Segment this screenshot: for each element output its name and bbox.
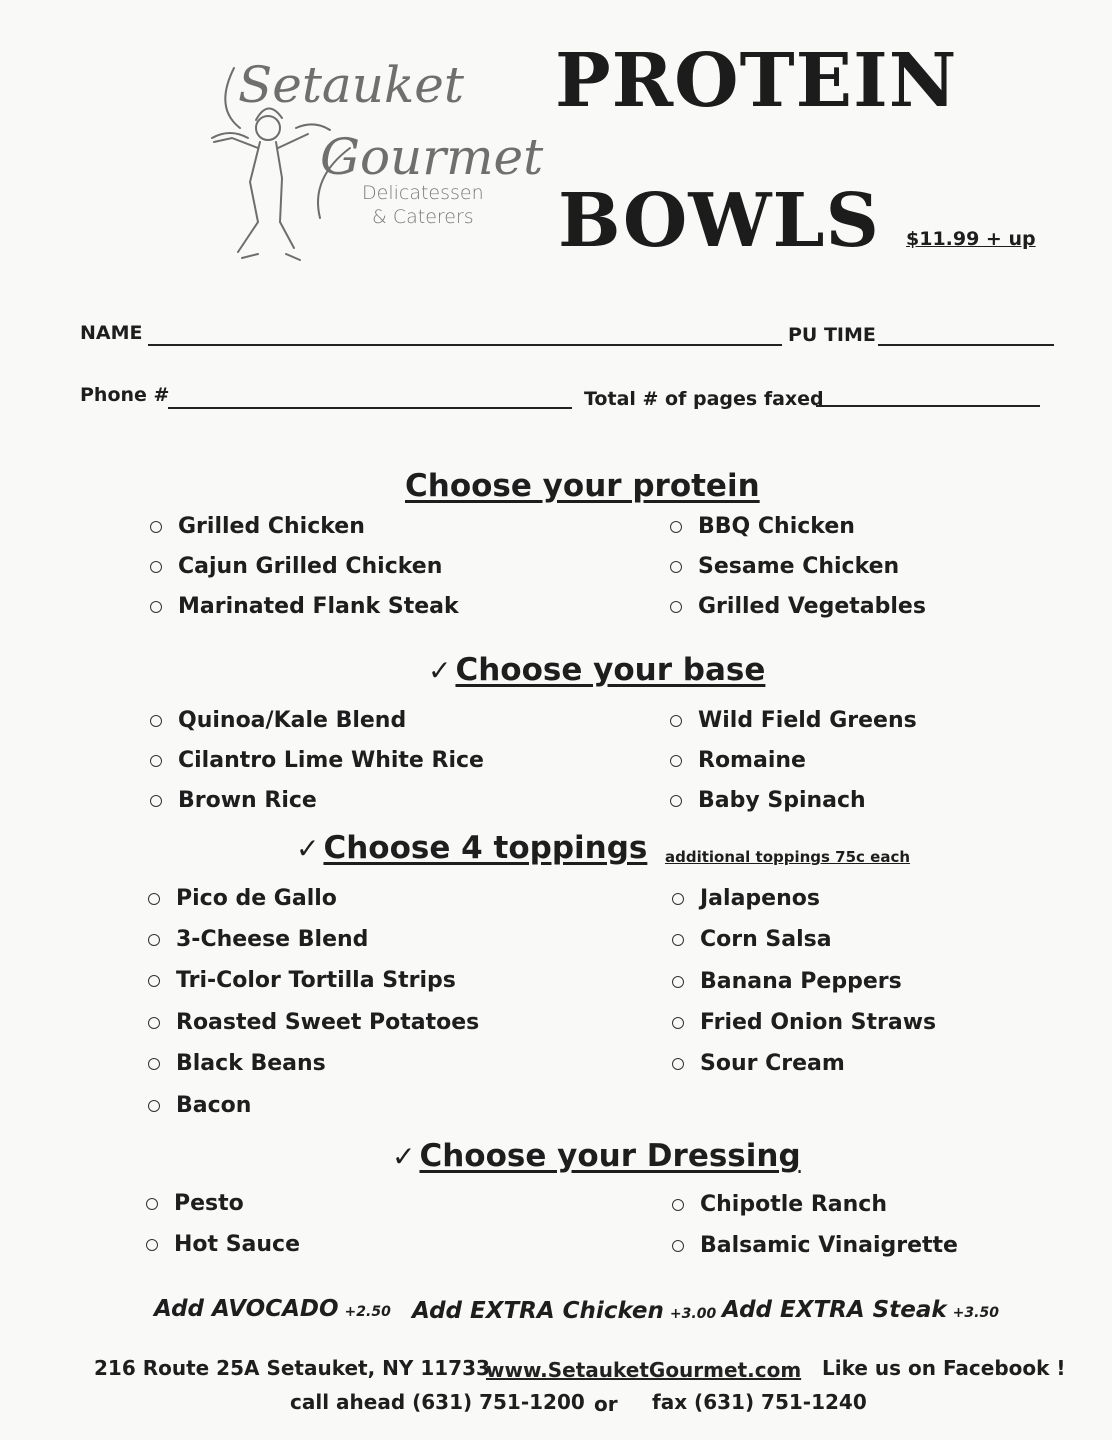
option-protein[interactable]: Grilled Vegetables bbox=[670, 594, 926, 619]
option-protein[interactable]: Cajun Grilled Chicken bbox=[150, 554, 442, 579]
option-topping[interactable]: Fried Onion Straws bbox=[672, 1010, 936, 1035]
option-protein[interactable]: Grilled Chicken bbox=[150, 514, 365, 539]
section-title-protein: Choose your protein bbox=[405, 468, 760, 504]
radio-circle-icon[interactable] bbox=[150, 755, 162, 767]
option-dressing[interactable]: Chipotle Ranch bbox=[672, 1192, 887, 1217]
phone-field[interactable] bbox=[168, 407, 572, 409]
radio-circle-icon[interactable] bbox=[670, 755, 682, 767]
addon-extra-chicken: Add EXTRA Chicken +3.00 bbox=[412, 1298, 717, 1324]
radio-circle-icon[interactable] bbox=[670, 601, 682, 613]
radio-circle-icon[interactable] bbox=[150, 601, 162, 613]
logo-script-gourmet: Gourmet bbox=[320, 128, 544, 186]
radio-circle-icon[interactable] bbox=[146, 1239, 158, 1251]
radio-circle-icon[interactable] bbox=[148, 1100, 160, 1112]
option-dressing[interactable]: Balsamic Vinaigrette bbox=[672, 1233, 958, 1258]
option-base[interactable]: Wild Field Greens bbox=[670, 708, 917, 733]
radio-circle-icon[interactable] bbox=[670, 795, 682, 807]
title-protein: PROTEIN bbox=[555, 38, 958, 124]
name-label: NAME bbox=[80, 322, 143, 344]
option-topping[interactable]: Black Beans bbox=[148, 1051, 326, 1076]
radio-circle-icon[interactable] bbox=[670, 561, 682, 573]
radio-circle-icon[interactable] bbox=[670, 715, 682, 727]
checkmark-icon: ✓ bbox=[392, 1140, 416, 1173]
option-topping[interactable]: Jalapenos bbox=[672, 886, 820, 911]
radio-circle-icon[interactable] bbox=[148, 934, 160, 946]
footer-website-link[interactable]: www.SetauketGourmet.com bbox=[486, 1358, 802, 1382]
radio-circle-icon[interactable] bbox=[672, 934, 684, 946]
pages-faxed-field[interactable] bbox=[816, 405, 1040, 407]
radio-circle-icon[interactable] bbox=[672, 976, 684, 988]
checkmark-icon: ✓ bbox=[296, 832, 320, 865]
radio-circle-icon[interactable] bbox=[670, 521, 682, 533]
option-topping[interactable]: Banana Peppers bbox=[672, 969, 902, 994]
title-bowls: BOWLS bbox=[558, 178, 880, 264]
radio-circle-icon[interactable] bbox=[148, 893, 160, 905]
option-base[interactable]: Quinoa/Kale Blend bbox=[150, 708, 406, 733]
radio-circle-icon[interactable] bbox=[672, 1017, 684, 1029]
pages-faxed-label: Total # of pages faxed bbox=[584, 388, 824, 410]
footer-facebook[interactable]: Like us on Facebook ! bbox=[822, 1356, 1066, 1380]
radio-circle-icon[interactable] bbox=[148, 975, 160, 987]
radio-circle-icon[interactable] bbox=[672, 1240, 684, 1252]
option-base[interactable]: Baby Spinach bbox=[670, 788, 866, 813]
radio-circle-icon[interactable] bbox=[672, 1058, 684, 1070]
radio-circle-icon[interactable] bbox=[148, 1017, 160, 1029]
toppings-note: additional toppings 75c each bbox=[665, 848, 911, 866]
footer-or: or bbox=[594, 1392, 618, 1416]
option-topping[interactable]: Roasted Sweet Potatoes bbox=[148, 1010, 479, 1035]
footer-call-ahead: call ahead (631) 751-1200 bbox=[290, 1390, 585, 1414]
section-title-toppings: ✓ Choose 4 toppings bbox=[296, 830, 648, 866]
name-field[interactable] bbox=[148, 344, 782, 346]
option-base[interactable]: Brown Rice bbox=[150, 788, 317, 813]
footer-fax: fax (631) 751-1240 bbox=[652, 1390, 867, 1414]
option-topping[interactable]: Tri-Color Tortilla Strips bbox=[148, 968, 456, 993]
logo-subtitle-delicatessen: Delicatessen bbox=[362, 182, 484, 204]
option-topping[interactable]: 3-Cheese Blend bbox=[148, 927, 368, 952]
radio-circle-icon[interactable] bbox=[146, 1198, 158, 1210]
radio-circle-icon[interactable] bbox=[148, 1058, 160, 1070]
radio-circle-icon[interactable] bbox=[150, 561, 162, 573]
option-topping[interactable]: Bacon bbox=[148, 1093, 251, 1118]
option-base[interactable]: Romaine bbox=[670, 748, 806, 773]
radio-circle-icon[interactable] bbox=[672, 1199, 684, 1211]
option-topping[interactable]: Sour Cream bbox=[672, 1051, 845, 1076]
option-base[interactable]: Cilantro Lime White Rice bbox=[150, 748, 484, 773]
checkmark-icon: ✓ bbox=[428, 654, 452, 687]
addon-avocado: Add AVOCADO +2.50 bbox=[154, 1296, 391, 1322]
radio-circle-icon[interactable] bbox=[150, 521, 162, 533]
section-title-dressing: ✓ Choose your Dressing bbox=[392, 1138, 801, 1174]
pu-time-label: PU TIME bbox=[788, 324, 876, 346]
pu-time-field[interactable] bbox=[878, 344, 1054, 346]
radio-circle-icon[interactable] bbox=[150, 795, 162, 807]
logo-subtitle-caterers: & Caterers bbox=[372, 206, 474, 228]
logo-script-setauket: Setauket bbox=[238, 56, 464, 114]
phone-label: Phone # bbox=[80, 384, 170, 406]
option-protein[interactable]: Marinated Flank Steak bbox=[150, 594, 459, 619]
option-protein[interactable]: Sesame Chicken bbox=[670, 554, 899, 579]
radio-circle-icon[interactable] bbox=[150, 715, 162, 727]
option-topping[interactable]: Corn Salsa bbox=[672, 927, 832, 952]
option-dressing[interactable]: Hot Sauce bbox=[146, 1232, 300, 1257]
option-dressing[interactable]: Pesto bbox=[146, 1191, 244, 1216]
option-topping[interactable]: Pico de Gallo bbox=[148, 886, 337, 911]
logo bbox=[200, 28, 544, 268]
footer-address: 216 Route 25A Setauket, NY 11733 bbox=[94, 1356, 490, 1380]
radio-circle-icon[interactable] bbox=[672, 893, 684, 905]
option-protein[interactable]: BBQ Chicken bbox=[670, 514, 855, 539]
section-title-base: ✓ Choose your base bbox=[428, 652, 766, 688]
addon-extra-steak: Add EXTRA Steak +3.50 bbox=[722, 1297, 999, 1323]
price-label: $11.99 + up bbox=[906, 228, 1036, 250]
